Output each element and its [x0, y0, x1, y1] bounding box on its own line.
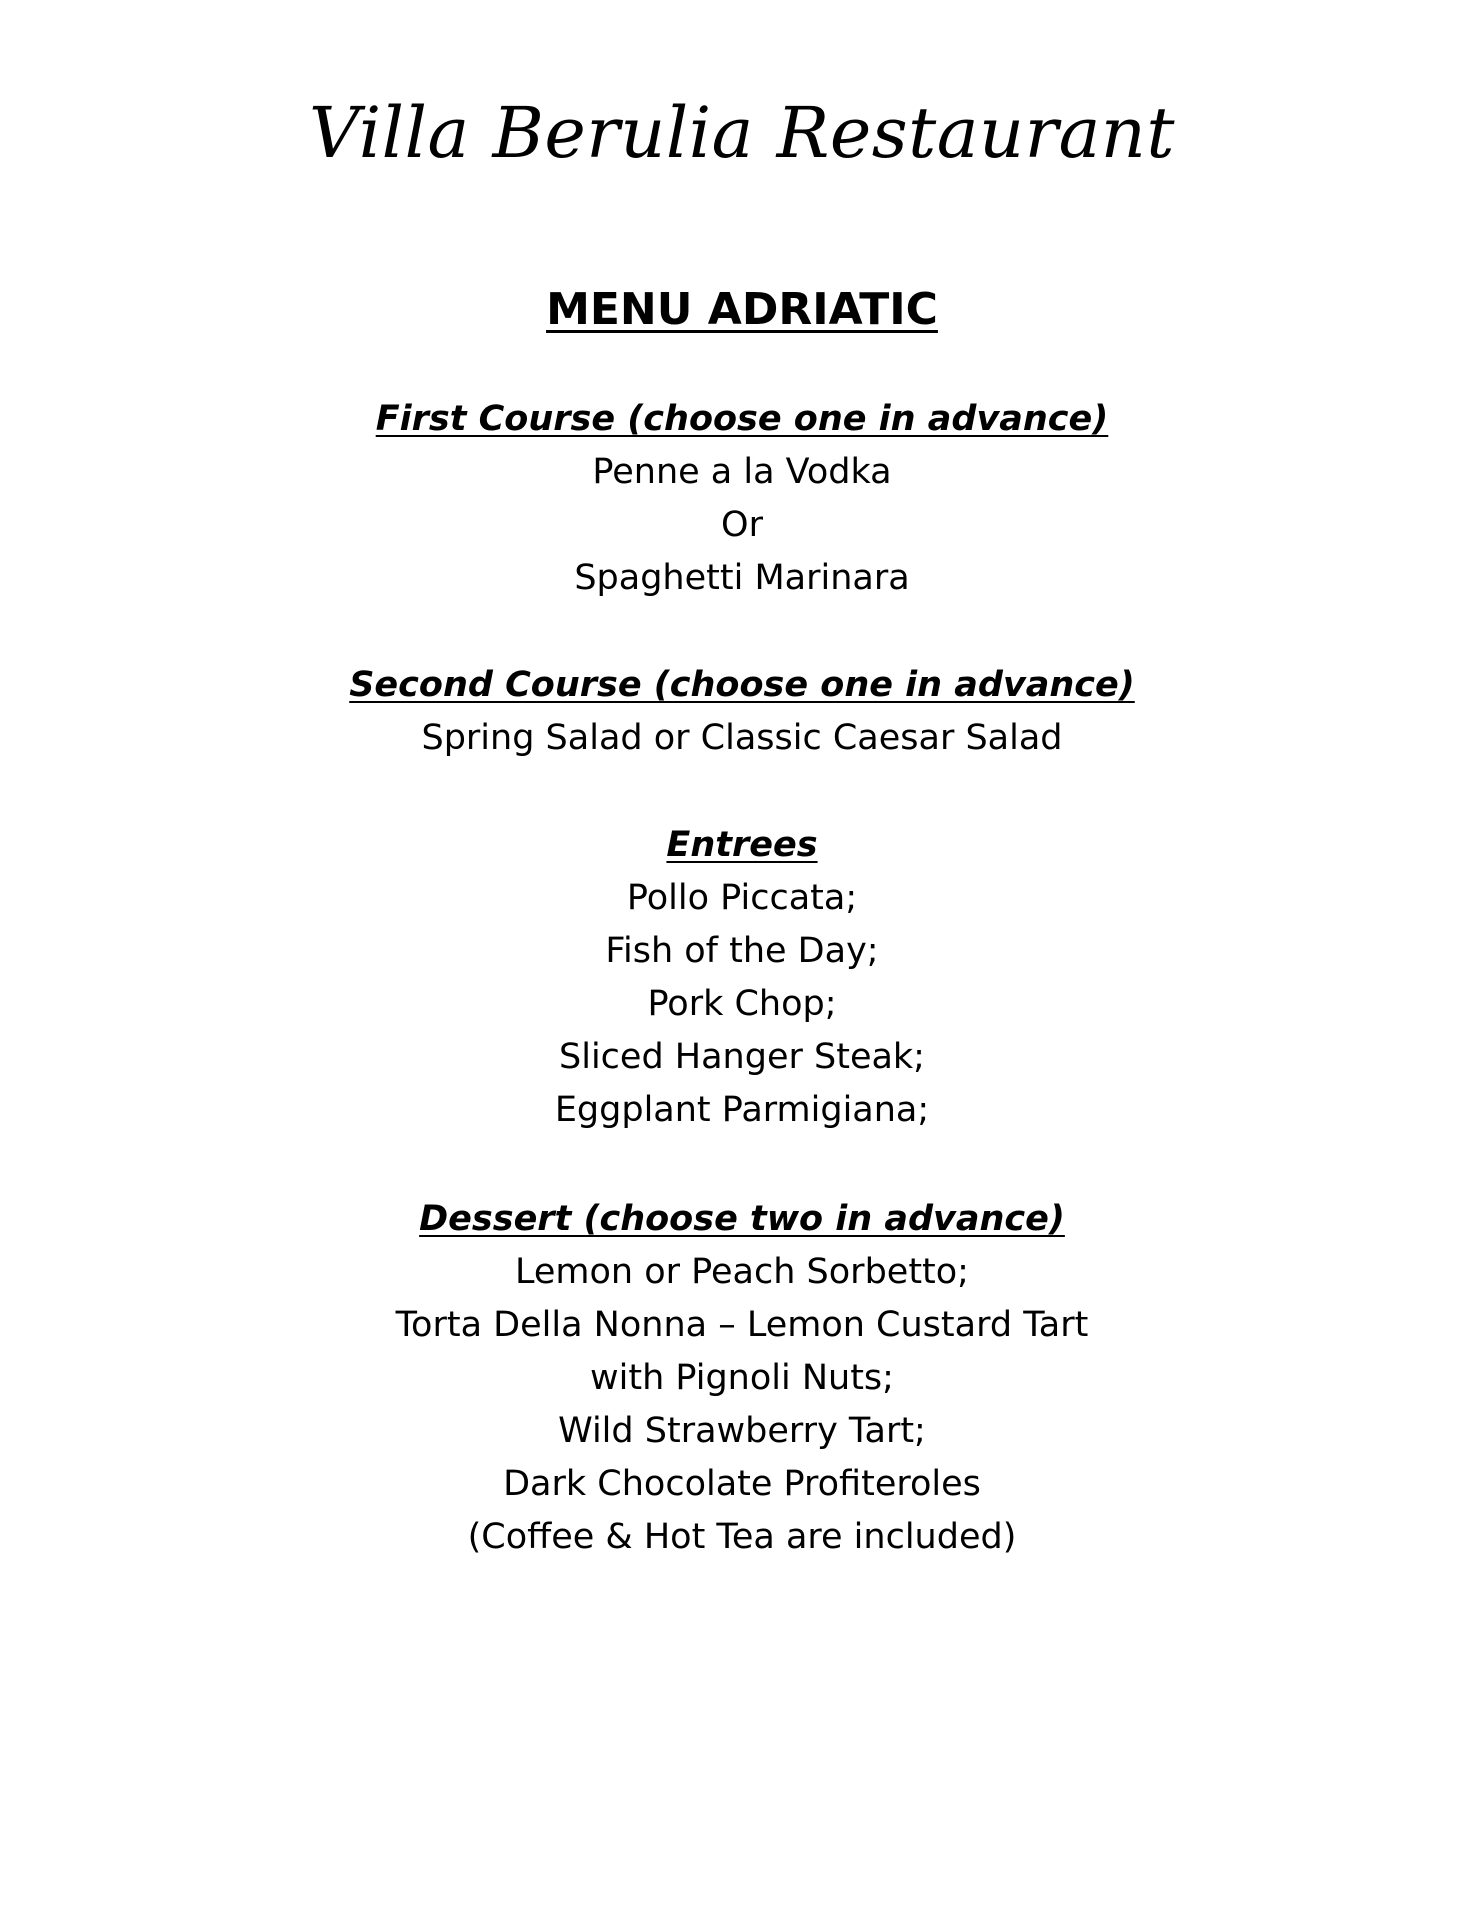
menu-item-separator: Or — [721, 505, 763, 545]
first-course-heading: First Course (choose one in advance) — [375, 399, 1109, 439]
menu-item: Spaghetti Marinara — [574, 558, 910, 598]
menu-item: Pork Chop; — [647, 984, 837, 1024]
beverage-note: (Coffee & Hot Tea are included) — [467, 1517, 1017, 1557]
second-course-heading: Second Course (choose one in advance) — [349, 665, 1135, 705]
menu-item: Dark Chocolate Profiteroles — [503, 1464, 981, 1504]
menu-item: Torta Della Nonna – Lemon Custard Tart — [395, 1305, 1089, 1345]
second-course-section — [0, 659, 1484, 765]
dessert-section — [0, 1193, 1484, 1564]
entrees-heading: Entrees — [666, 825, 818, 865]
entrees-section — [0, 819, 1484, 1137]
menu-item: Eggplant Parmigiana; — [554, 1090, 930, 1130]
menu-item: Spring Salad or Classic Caesar Salad — [421, 718, 1063, 758]
menu-title: MENU ADRIATIC — [546, 284, 938, 335]
menu-item: Penne a la Vodka — [592, 452, 892, 492]
menu-item: with Pignoli Nuts; — [590, 1358, 894, 1398]
first-course-section — [0, 393, 1484, 605]
menu-item: Fish of the Day; — [605, 931, 879, 971]
dessert-heading: Dessert (choose two in advance) — [419, 1199, 1065, 1239]
menu-item: Lemon or Peach Sorbetto; — [515, 1252, 969, 1292]
menu-item: Sliced Hanger Steak; — [559, 1037, 925, 1077]
menu-item: Pollo Piccata; — [626, 878, 858, 918]
menu-item: Wild Strawberry Tart; — [558, 1411, 926, 1451]
restaurant-name: Villa Berulia Restaurant — [308, 92, 1176, 174]
